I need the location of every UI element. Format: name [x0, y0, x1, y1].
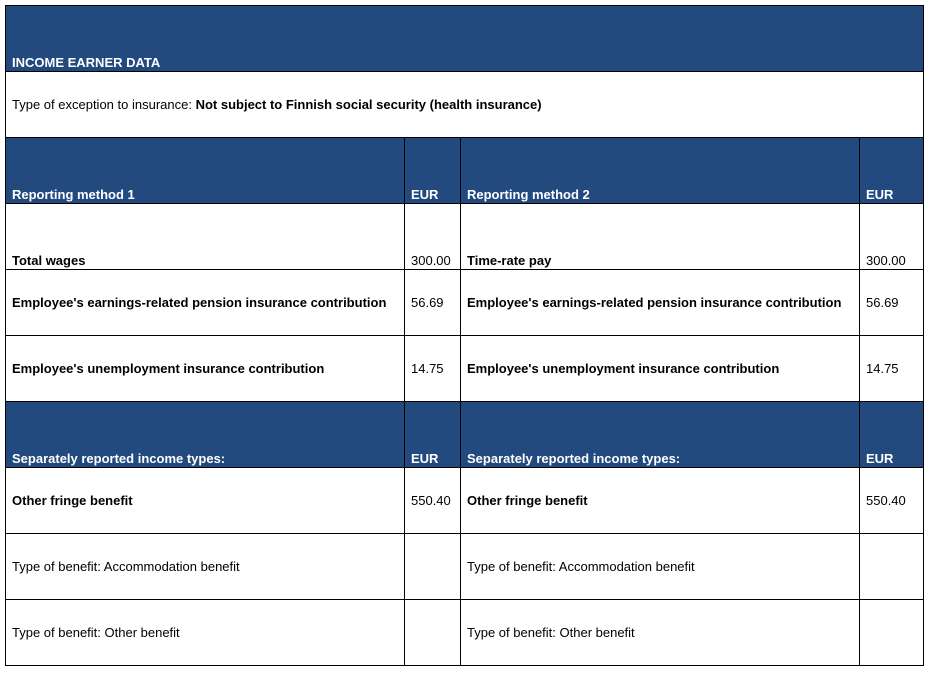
method2-header: Reporting method 2 [461, 138, 860, 204]
separate-eur-left: EUR [405, 402, 461, 468]
method1-header: Reporting method 1 [6, 138, 405, 204]
right-benefit-type-value [860, 600, 924, 666]
methods-header-row [6, 138, 924, 204]
table-row [6, 270, 924, 336]
left-row-value: 14.75 [405, 336, 461, 402]
left-row-label: Employee's unemployment insurance contribution [6, 336, 405, 402]
left-row-value: 56.69 [405, 270, 461, 336]
right-row-value: 300.00 [860, 204, 924, 270]
left-row-label: Employee's earnings-related pension insurance contribution [6, 270, 405, 336]
table-row [6, 468, 924, 534]
section-header-row [6, 6, 924, 72]
separate-header-left: Separately reported income types: [6, 402, 405, 468]
left-benefit-value: 550.40 [405, 468, 461, 534]
left-row-value: 300.00 [405, 204, 461, 270]
table-row [6, 336, 924, 402]
right-benefit-value: 550.40 [860, 468, 924, 534]
right-benefit-type: Type of benefit: Accommodation benefit [461, 534, 860, 600]
exception-label: Type of exception to insurance: [12, 97, 192, 112]
method1-eur-header: EUR [405, 138, 461, 204]
income-earner-table [5, 5, 924, 666]
left-benefit-type-value [405, 600, 461, 666]
left-benefit-type: Type of benefit: Accommodation benefit [6, 534, 405, 600]
left-row-label: Total wages [6, 204, 405, 270]
exception-value: Not subject to Finnish social security (health insurance) [195, 97, 542, 112]
separate-header-right: Separately reported income types: [461, 402, 860, 468]
right-row-label: Employee's earnings-related pension insurance contribution [461, 270, 860, 336]
right-benefit-type-value [860, 534, 924, 600]
table-row [6, 534, 924, 600]
exception-cell [6, 72, 924, 138]
right-row-value: 14.75 [860, 336, 924, 402]
right-row-label: Employee's unemployment insurance contribution [461, 336, 860, 402]
method2-eur-header: EUR [860, 138, 924, 204]
right-benefit-label: Other fringe benefit [461, 468, 860, 534]
table-row [6, 600, 924, 666]
left-benefit-label: Other fringe benefit [6, 468, 405, 534]
exception-row [6, 72, 924, 138]
left-benefit-type: Type of benefit: Other benefit [6, 600, 405, 666]
table-row [6, 204, 924, 270]
separate-header-row [6, 402, 924, 468]
section-title: INCOME EARNER DATA [6, 6, 924, 72]
separate-eur-right: EUR [860, 402, 924, 468]
right-row-value: 56.69 [860, 270, 924, 336]
right-benefit-type: Type of benefit: Other benefit [461, 600, 860, 666]
right-row-label: Time-rate pay [461, 204, 860, 270]
left-benefit-type-value [405, 534, 461, 600]
